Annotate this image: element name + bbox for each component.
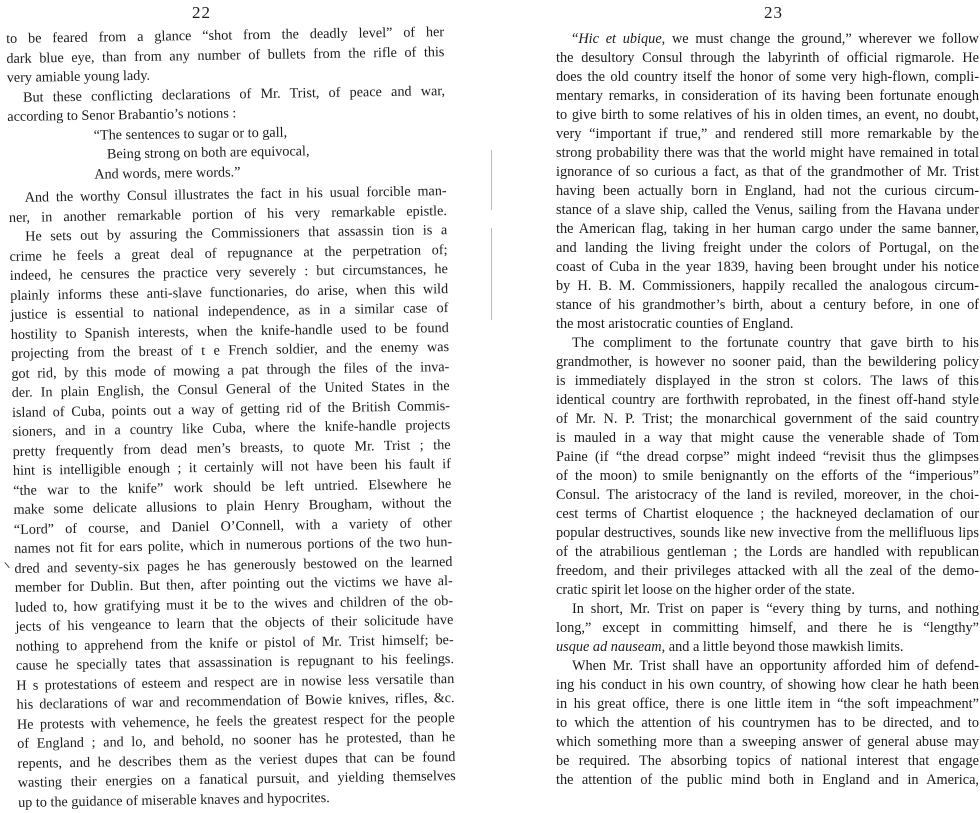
text-line: having been actually born in England, had not the curious circum- bbox=[556, 183, 979, 199]
text-line: justice is essential to national independence, as in a similar case of bbox=[10, 300, 449, 323]
right-text-column bbox=[556, 30, 979, 790]
text-line: names not fit for ears polite, which in numerous portions of the two hun- bbox=[14, 534, 453, 557]
text-line: to be feared from a glance “shot from the deadly level” of her bbox=[6, 24, 445, 47]
text-line: of England ; and lo, and behold, no sooner has he protested, than he bbox=[17, 729, 456, 752]
text-line: by H. B. M. Commissioners, happily recalled the analogous circum- bbox=[556, 278, 979, 294]
text-line: jects of his vengeance to learn that the objects of their solicitude have bbox=[15, 612, 454, 635]
text-line: the American flag, taking in her human cargo under the same banner, bbox=[556, 221, 979, 237]
text-line: to which the attention of his countrymen has to be directed, and to bbox=[556, 715, 979, 731]
text-line: island of Cuba, points out a way of getting rid of the British Commis- bbox=[11, 397, 451, 421]
text-line: plainly informs these anti-slave functionaries, do arise, when this wild bbox=[10, 280, 449, 304]
text-line: projecting from the breast of t e French soldier, and the enemy was bbox=[10, 339, 450, 362]
text-line: strong probability there was that the world might have remained in total bbox=[556, 145, 979, 161]
text-line: sioners, and in a country like Cuba, where the knife-handle projects bbox=[12, 417, 451, 440]
text-line: nothing to apprehend from the knife or pistol of Mr. Trist himself; be- bbox=[15, 631, 454, 655]
text-line: “the war to the knife” work should be left untried. Elsewhere he bbox=[13, 475, 452, 499]
text-line: When Mr. Trist shall have an opportunity afforded him of defend- bbox=[572, 658, 979, 674]
gutter-line bbox=[491, 228, 492, 320]
text-line: cratic spirit let loose on the higher order of the state. bbox=[556, 582, 855, 598]
text-line: coast of Cuba in the year 1839, having been brought under his notice bbox=[556, 259, 979, 275]
text-line: member for Dublin. But then, after pointing out the victims we have al- bbox=[14, 573, 453, 596]
right-page bbox=[508, 0, 980, 788]
quote-line: “The sentences to sugar or to gall, bbox=[93, 124, 288, 144]
text-line: H s protestations of esteem and respect are in nowise less versatile than bbox=[16, 670, 455, 694]
text-line: popular destructives, sounds like new invective from the mellifluous lips bbox=[556, 525, 979, 541]
text-line: pretty frequently from dead men’s breasts, to quote Mr. Trist ; the bbox=[12, 436, 451, 460]
text-line: very “important if true,” and rendered still more remarkable by the bbox=[556, 126, 979, 142]
text-line: indeed, he censures the practice very severely : but circumstances, he bbox=[9, 261, 448, 284]
text-line: freedom, and their privileges attacked with all the zeal of the demo- bbox=[556, 563, 979, 579]
text-line: of the atrabilious gentleman ; the Lords are handled with republican bbox=[556, 544, 979, 560]
text-line: dark blue eye, than from any number of bullets from the rifle of this bbox=[6, 43, 445, 67]
text-line: long,” except in committing himself, and there he is “lengthy” bbox=[556, 620, 979, 636]
text-line: ignorance of so curious a fact, as that of the grandmother of Mr. Trist bbox=[556, 164, 979, 180]
text-line: which something more than a sweeping answer of general abuse may bbox=[556, 734, 979, 750]
text-line: mentary remarks, in consideration of its having been fortunate enough bbox=[556, 88, 979, 104]
text-line: stance of his grandmother’s birth, about a century before, in one of bbox=[556, 297, 979, 313]
text-line: be required. The absorbing topics of national interest that engage bbox=[556, 753, 979, 769]
text-line: He protests with vehemence, he feels the greatest respect for the people bbox=[16, 709, 455, 733]
text-line: in his great office, there is one little item in “the soft impeachment” bbox=[556, 696, 979, 712]
text-line: In short, Mr. Trist on paper is “every thing by turns, and nothing bbox=[572, 601, 979, 617]
text-line: up to the guidance of miserable knaves and hypocrites. bbox=[18, 789, 330, 811]
text-line: hostility to Spanish interests, when the knife-handle used to be found bbox=[10, 319, 449, 343]
text-line: stance of a slave ship, called the Venus, sailing from the Havana under bbox=[556, 202, 979, 218]
margin-mark bbox=[4, 559, 13, 568]
text-line: make some delicate allusions to plain Henry Brougham, without the bbox=[13, 495, 452, 518]
text-line: Consul. The aristocracy of the land is reviled, moreover, in the choi- bbox=[556, 487, 979, 503]
left-page bbox=[0, 0, 470, 811]
text-line: very amiable young lady. bbox=[6, 67, 151, 86]
text-line: dred and seventy-six pages he has generously bestowed on the learned bbox=[14, 553, 453, 577]
text-line: is immediately displayed in the stron st colors. The laws of this bbox=[556, 373, 979, 389]
text-line: the desultory Consul through the labyrinth of official rigmarole. He bbox=[556, 50, 979, 66]
text-line: ing his conduct in his own country, of showing how clear he hath been bbox=[556, 677, 979, 693]
quote-line: Being strong on both are equivocal, bbox=[106, 143, 310, 163]
text-line: The compliment to the fortunate country that gave birth to his bbox=[572, 335, 979, 351]
text-line: “Lord” of course, and Daniel O’Connell, with a variety of other bbox=[13, 514, 452, 538]
text-line: But these conflicting declarations of Mr. Trist, of peace and war, bbox=[22, 82, 446, 106]
text-line: does the old country itself the honor of some very high-flown, compli- bbox=[556, 69, 979, 85]
text-line: the most aristocratic counties of England. bbox=[556, 316, 794, 332]
text-line: “Hic et ubique, we must change the ground,” wherever we follow bbox=[572, 31, 979, 47]
text-line: cause he specially tates that assassination is repugnant to his feelings. bbox=[15, 651, 455, 674]
text-line: luded to, how gratifying must it be to the wives and children of the ob- bbox=[14, 592, 454, 616]
text-line: got rid, by this mode of mowing a pat through the files of the inva- bbox=[11, 358, 450, 382]
page-number: 22 bbox=[192, 3, 211, 22]
text-line: cest terms of Chartist eloquence ; the hackneyed declamation of our bbox=[556, 506, 979, 522]
text-line: grandmother, is however no sooner paid, than the bewildering policy bbox=[556, 354, 979, 370]
text-line: to give birth to some relatives of his in olden times, an event, no doubt, bbox=[556, 107, 979, 123]
text-line: his declarations of war and recommendation of Bowie knives, rifles, &c. bbox=[16, 690, 455, 713]
left-text-column bbox=[6, 23, 456, 813]
text-line: and landing the living freight under the colors of Portugal, on the bbox=[556, 240, 979, 256]
quote-line: And words, mere words.” bbox=[94, 163, 241, 183]
gutter-line bbox=[491, 150, 492, 210]
text-line: crime he feels a great deal of repugnance at the perpetration of; bbox=[9, 241, 448, 265]
text-line: according to Senor Brabantio’s notions : bbox=[7, 105, 237, 125]
text-line: der. In plain English, the Consul General of the United States in the bbox=[11, 378, 450, 401]
text-line: ner, in another remarkable portion of his very remarkable epistle. bbox=[8, 202, 448, 226]
text-line: usque ad nauseam, and a little beyond those mawkish limits. bbox=[556, 639, 904, 655]
text-line: the attention of the public mind both in England and in America, bbox=[556, 772, 979, 788]
text-line: hint is intelligible enough ; it certainly will not have been his fault if bbox=[12, 456, 451, 479]
text-line: is mauled in a way that might cause the venerable shade of Tom bbox=[556, 430, 979, 446]
verse-quote bbox=[8, 121, 447, 186]
text-line: He sets out by assuring the Commissioners that assassin tion is a bbox=[25, 222, 448, 245]
text-line: repents, and he describes them as the veriest dupes that can be found bbox=[17, 748, 456, 772]
page-number: 23 bbox=[764, 3, 783, 22]
text-line: identical country are forthwith reprobated, in the finest off-hand style bbox=[556, 392, 979, 408]
text-line: of Mr. N. P. Trist; the monarchical government of the said country bbox=[556, 411, 979, 427]
text-line: Paine (if “the dread corpse” might indeed “revisit thus the glimpses bbox=[556, 449, 979, 465]
text-line: of the moon) to smile benignantly on the efforts of the “imperious” bbox=[556, 468, 979, 484]
text-line: wasting their energies on a fanatical pursuit, and yielding themselves bbox=[17, 768, 456, 791]
text-line: And the worthy Consul illustrates the fact in his usual forcible man- bbox=[24, 183, 447, 206]
